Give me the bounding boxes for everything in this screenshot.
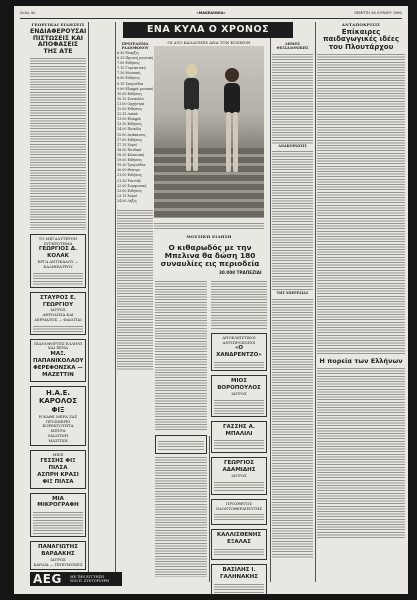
ad-box: ΜΕΙΞ ΓΕΣΣΗΣ ΦΙΞ ΠΙΛΣΑ ΑΣΠΡΗ ΚΡΑΣΙ ΦΙΞ ΠΙΛΣΑ [30,450,86,488]
radio-list-item: 23.00 Ειδήσεις [117,188,143,193]
left-column [30,22,86,570]
article-body [30,58,86,230]
right-headline: Επίκαιρες παιδαγωγικές ιδέες του Πλουτάρχου [323,28,399,51]
ad-box: ΠΙΑΝΟΦΟΡΤΕΣ ΕΛΛΗΝΙ ΚΑΙ ΞΕΝΑ ΜΑΞ. ΠΑΠΑΝΙΚΟΛΑΟΥ ΦΕΡΕΦΟΝΣΚΑ — ΜΑΖΕΤΤΙΝ [30,339,86,382]
radio-column [117,22,153,370]
ad-box: ΜΙΟΣ ΒΟΡΟΠΟΥΛΟΣ ΙΑΤΡΟΣ [211,375,267,416]
radio-list-item: 23.15 Χοροί [117,193,138,198]
radio-list-item: 7.30 Μουσική [117,71,141,76]
column-rule [88,22,89,582]
feature-banner: ΕΝΑ ΚΥΛΑ Ο ΧΡΟΝΟΣ [123,22,293,38]
radio-list-item: 21.00 Ειδήσεις [117,173,143,178]
photo-caption [154,220,264,231]
column-rule [209,436,210,582]
page-number: Σελίς 4η [20,11,36,15]
right-headline-2: Η πορεία των Ελλήνων [319,357,403,366]
ad-box: ΠΑΝΑΓΙΩΤΗΣ ΒΑΡΔΑΚΗΣ ΙΑΤΡΟΣ ΚΑΡΔΙΑ — ΠΝΕΥΜΟΝΕΣ [30,541,86,570]
radio-list-item: 17.15 Χοροί [117,142,138,147]
music-kicker: ΜΟΥΣΙΚΗ ΕΙΔΗΣΗ [186,234,232,239]
radio-list-item: 7.15 Γυμναστική [117,66,146,71]
radio-list-item: 13.30 Ειδήσεις [117,122,143,127]
radio-list-item: 11.00 Ορχήστρα [117,101,145,106]
radio-list-item: 22.00 Συμφωνική [117,183,147,188]
radio-list-item: 6.35 Πρωινή μουσική [117,55,153,60]
radio-list-item: 17.00 Ειδήσεις [117,137,143,142]
newspaper-name: «ΜΑΚΕΔΟΝΙΑ» [196,11,226,15]
ad-box: ΚΑΛΛΙΣΘΕΝΗΣ ΕΞΑΛΑΣ [211,529,267,560]
ad-box: ΠΡΟΣΘΕΤΟΣ ΟΔΟΝΤΟΘΕΡΑΠΕΥΤΗΣ [211,499,267,525]
radio-list-item: 8.15 Τραγούδια [117,81,144,86]
aeg-advert: AEG ΜΕ ΤΗΝ ΕΓΓΥΗΣΗ ΥΙΟΙ Π. ΣΥΝΤΟΡΟΥΡΗ [30,572,122,586]
radio-title: ΠΡΟΓΡΑΜΜΑ ΡΑΔΙΟΦΩΝΟΥ [121,42,149,51]
ad-box: Η.Α.Ε. ΚΑΡΟΛΟΣ ΦΙΞ Η ΚΑΘΕ ΜΕΡΑ ΣΑΣ ΠΡΟΣΦΕΡΕΙ ΚΟΡΕΚΤΟΤΗΤΑ ΜΠΥΡΑ ΜΑΛΤΙΝΗ ΜΑΣΤΙΧΗ [30,386,86,447]
radio-list-item: 6.30 Εναρξις [117,50,139,55]
radio-list-item: 19.00 Ειδήσεις [117,158,143,163]
radio-list-item: 19.30 Τραγούδια [117,163,146,168]
ad-box: ΜΙΑ ΜΙΚΡΟΓΡΑΦΗ [30,493,86,538]
narrow-column: ΔΗΜΟΣ ΘΕΣΣΑΛΟΝΙΚΗΣ ΑΝΑΚΟΙΝΩΣΙΣ ΤΗΣ ΥΠΕΡΕΣΙΑΣ [272,22,313,559]
radio-list-item: 18.30 Κλασσική [117,153,145,158]
ad-box: ΣΤΑΥΡΟΣ Ε. ΓΕΩΡΓΙΟΥ ΙΑΤΡΟΣ ΑΦΡΟΔΙΣΙΑ ΚΑΙ ΔΕΡΜΑΤΟΣ — ΦΑΙΛΙΤΑΙ [30,292,86,335]
music-headline: Ο κιθαρωδός με την Μπελινα θα δώση 180 συναυλίες εις περιοδεία [160,243,260,269]
headline-tag: 30.000 ΤΡΑΠΕΖΙΑΙ [219,270,262,275]
ad-box: ΓΑΣΣΗΣ Α. ΜΠΑΛΙΛΙ [211,421,267,454]
column-rule [315,22,316,582]
banner-subtitle: ΟΙ ΔΥΟ ΚΑΛΛΟΝΕΣ ΑΝΑ ΤΟΝ ΚΟΣΜΟΝ [167,40,251,45]
right-kicker: ΑΝΤΑΠΟΚΡΙΣΙΣ [341,22,381,27]
radio-list-item: 8.00 Ειδήσεις [117,76,141,81]
radio-list-item: 9.00 Ελαφρά μουσική [117,86,153,91]
column-rule [115,22,116,582]
ad-box: ΑΠΟΚΛΕΙΣΤΙΚΟΙ ΑΝΤΙΠΡΟΣΩΠΟΙ «Ο ΧΑΝΔΡΕΝΤΖΟ» [211,333,267,371]
article-headline: ΕΝΔΙΑΦΕΡΟΥΣΑΙ ΠΙΣΤΩΣΕΙΣ ΚΑΙ ΑΠΟΦΑΣΕΙΣ ΤΗΣ ΑΤΕ [30,28,87,55]
center-ads [211,278,267,594]
radio-list-item: 21.30 Ρεσιτάλ [117,178,142,183]
center-article [155,278,207,577]
radio-list-item: 24.00 Λήξις [117,199,137,204]
ad-box [155,435,207,454]
ad-box: ΓΕΩΡΓΙΟΣ ΑΔΑΜΙΔΗΣ ΙΑΤΡΟΣ [211,457,267,494]
issue-date: ΠΕΜΠΤΗ 28 ΙΟΥΝΙΟΥ 1962 [354,11,402,15]
right-column [317,22,405,538]
radio-list-item: 10.15 Συναυλία [117,96,144,101]
radio-list-item: 10.00 Ειδήσεις [117,91,143,96]
radio-list-item: 13.00 Ελαφρά [117,117,141,122]
ad-box: ΒΑΣΙΛΗΣ Ι. ΓΑΛΗΝΑΚΗΣ [211,564,267,594]
feature-photo [154,46,264,218]
newspaper-page [14,6,408,594]
aeg-logo: AEG [33,572,62,586]
radio-list-item: 20.00 Θέατρο [117,168,140,173]
page-header [20,9,402,19]
radio-list-item: 12.15 Λαϊκά [117,112,138,117]
radio-list-item: 15.00 Ανάπαυσις [117,132,146,137]
radio-list [117,51,153,204]
column-rule [270,22,271,582]
radio-list-item: 12.00 Ειδήσεις [117,107,143,112]
radio-list-item: 14.00 Ποικίλη [117,127,142,132]
radio-list-item: 18.00 Παιδικό [117,147,142,152]
section-kicker: ΓΕΩΡΓΙΚΑΙ ΕΙΔΗΣΕΙΣ [31,22,85,27]
radio-list-item: 7.00 Ειδήσεις [117,61,141,66]
ad-box: ΤΟ ΜΕΓΑΛΥΤΕΡΟΝ ΣΥΓΚΡΟΤΗΜΑ ΓΕΩΡΓΙΟΣ Δ. ΚΟΛΑΚ ΕΡΓΑ ΑΝΤΙΚΑΔΟΥ — ΚΑΛΙΘΕΑΤΡΟΥ [30,234,86,288]
